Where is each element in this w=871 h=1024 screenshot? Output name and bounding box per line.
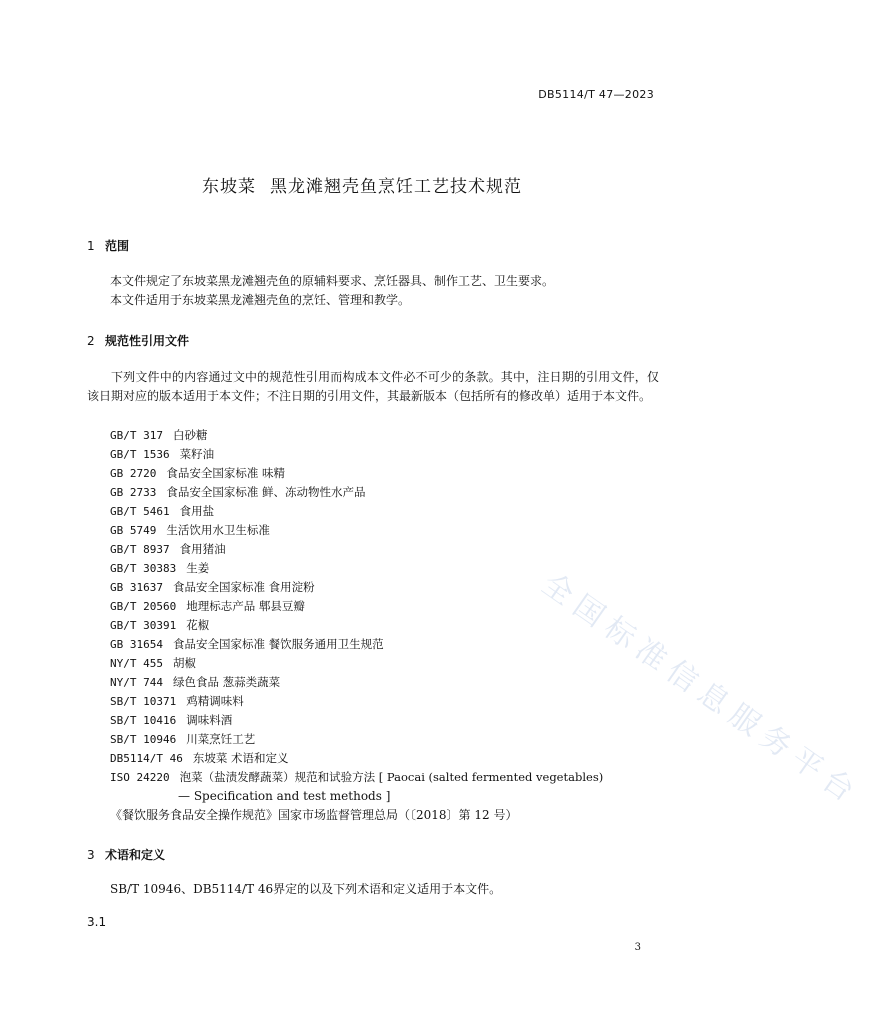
reference-code: SB/T 10416 xyxy=(110,714,177,727)
reference-code: GB 2733 xyxy=(110,486,157,499)
reference-name: 菜籽油 xyxy=(179,447,215,461)
section-title: 范围 xyxy=(105,239,130,253)
reference-name: 食品安全国家标准 食用淀粉 xyxy=(172,580,315,594)
reference-last: 《餐饮服务食品安全操作规范》国家市场监督管理总局（〔2018〕第 12 号） xyxy=(110,808,518,822)
title-part1: 东坡菜 xyxy=(202,177,256,197)
reference-name: 生活饮用水卫生标准 xyxy=(166,523,270,537)
reference-item xyxy=(110,769,603,785)
reference-item xyxy=(110,503,214,519)
reference-item xyxy=(110,674,280,690)
reference-item xyxy=(110,655,196,671)
reference-code: GB 31637 xyxy=(110,581,163,594)
reference-item xyxy=(110,598,305,614)
reference-name: 生姜 xyxy=(186,561,210,575)
reference-name: 鸡精调味料 xyxy=(186,694,244,708)
reference-item xyxy=(110,636,384,652)
reference-name: 地理标志产品 郫县豆瓣 xyxy=(186,599,305,613)
reference-item xyxy=(110,484,366,500)
reference-name: 花椒 xyxy=(186,618,210,632)
reference-name: 调味料酒 xyxy=(186,713,233,727)
section-heading-1 xyxy=(87,237,129,254)
reference-name: 泡菜（盐渍发酵蔬菜）规范和试验方法 [ Paocai (salted fermented vegetables) xyxy=(179,770,604,784)
section-title: 规范性引用文件 xyxy=(105,334,190,348)
reference-item xyxy=(110,522,270,538)
section3-para1: SB/T 10946、DB5114/T 46界定的以及下列术语和定义适用于本文件。 xyxy=(110,882,502,896)
section1-para2: 本文件适用于东坡菜黑龙滩翘壳鱼的烹饪、管理和教学。 xyxy=(110,293,411,307)
title-part2: 黑龙滩翘壳鱼烹饪工艺技术规范 xyxy=(270,177,522,197)
reference-code: GB 5749 xyxy=(110,524,157,537)
reference-item xyxy=(110,560,209,576)
reference-code: GB/T 8937 xyxy=(110,543,170,556)
reference-name: 食品安全国家标准 味精 xyxy=(166,466,286,480)
reference-code: NY/T 455 xyxy=(110,657,163,670)
reference-code: SB/T 10946 xyxy=(110,733,177,746)
section-number: 2 xyxy=(87,334,95,348)
section-title: 术语和定义 xyxy=(105,848,166,862)
reference-name: 食品安全国家标准 鲜、冻动物性水产品 xyxy=(166,485,366,499)
section2-intro: 下列文件中的内容通过文中的规范性引用而构成本文件必不可少的条款。其中，注日期的引用文件，仅该日期对应的版本适用于本文件；不注日期的引用文件，其最新版本（包括所有的修改单）适用于本文件。 xyxy=(87,370,659,403)
reference-code: GB/T 30383 xyxy=(110,562,177,575)
reference-code: ISO 24220 xyxy=(110,771,170,784)
reference-code: GB/T 20560 xyxy=(110,600,177,613)
reference-item xyxy=(110,750,289,766)
reference-item xyxy=(110,693,244,709)
reference-item xyxy=(110,731,255,747)
document-title xyxy=(0,172,724,197)
reference-code: GB/T 5461 xyxy=(110,505,170,518)
reference-item xyxy=(110,712,232,728)
reference-code: GB/T 30391 xyxy=(110,619,177,632)
reference-item xyxy=(110,541,226,557)
reference-code: GB 2720 xyxy=(110,467,157,480)
section-number: 3 xyxy=(87,848,95,862)
watermark: 全国标准信息服务平台 xyxy=(535,566,867,814)
reference-code: GB/T 1536 xyxy=(110,448,170,461)
reference-code: GB/T 317 xyxy=(110,429,163,442)
reference-name: 食品安全国家标准 餐饮服务通用卫生规范 xyxy=(172,637,384,651)
reference-item xyxy=(110,465,285,481)
reference-item xyxy=(110,427,207,443)
reference-continuation: — Specification and test methods ] xyxy=(178,789,391,803)
reference-name: 食用盐 xyxy=(179,504,215,518)
section1-para1: 本文件规定了东坡菜黑龙滩翘壳鱼的原辅料要求、烹饪器具、制作工艺、卫生要求。 xyxy=(110,274,555,288)
section-heading-2 xyxy=(87,332,189,349)
section-heading-3 xyxy=(87,846,165,863)
subsection-3-1: 3.1 xyxy=(87,915,107,929)
reference-item xyxy=(110,617,209,633)
section-number: 1 xyxy=(87,239,95,253)
reference-name: 胡椒 xyxy=(172,656,196,670)
reference-name: 东坡菜 术语和定义 xyxy=(192,751,289,765)
reference-code: SB/T 10371 xyxy=(110,695,177,708)
document-number: DB5114/T 47—2023 xyxy=(538,88,654,101)
page-number: 3 xyxy=(634,942,641,953)
reference-name: 食用猪油 xyxy=(179,542,226,556)
reference-code: DB5114/T 46 xyxy=(110,752,183,765)
reference-name: 川菜烹饪工艺 xyxy=(186,732,256,746)
reference-name: 白砂糖 xyxy=(172,428,208,442)
reference-code: GB 31654 xyxy=(110,638,163,651)
reference-item xyxy=(110,579,315,595)
reference-item xyxy=(110,446,214,462)
reference-code: NY/T 744 xyxy=(110,676,163,689)
reference-name: 绿色食品 葱蒜类蔬菜 xyxy=(172,675,281,689)
